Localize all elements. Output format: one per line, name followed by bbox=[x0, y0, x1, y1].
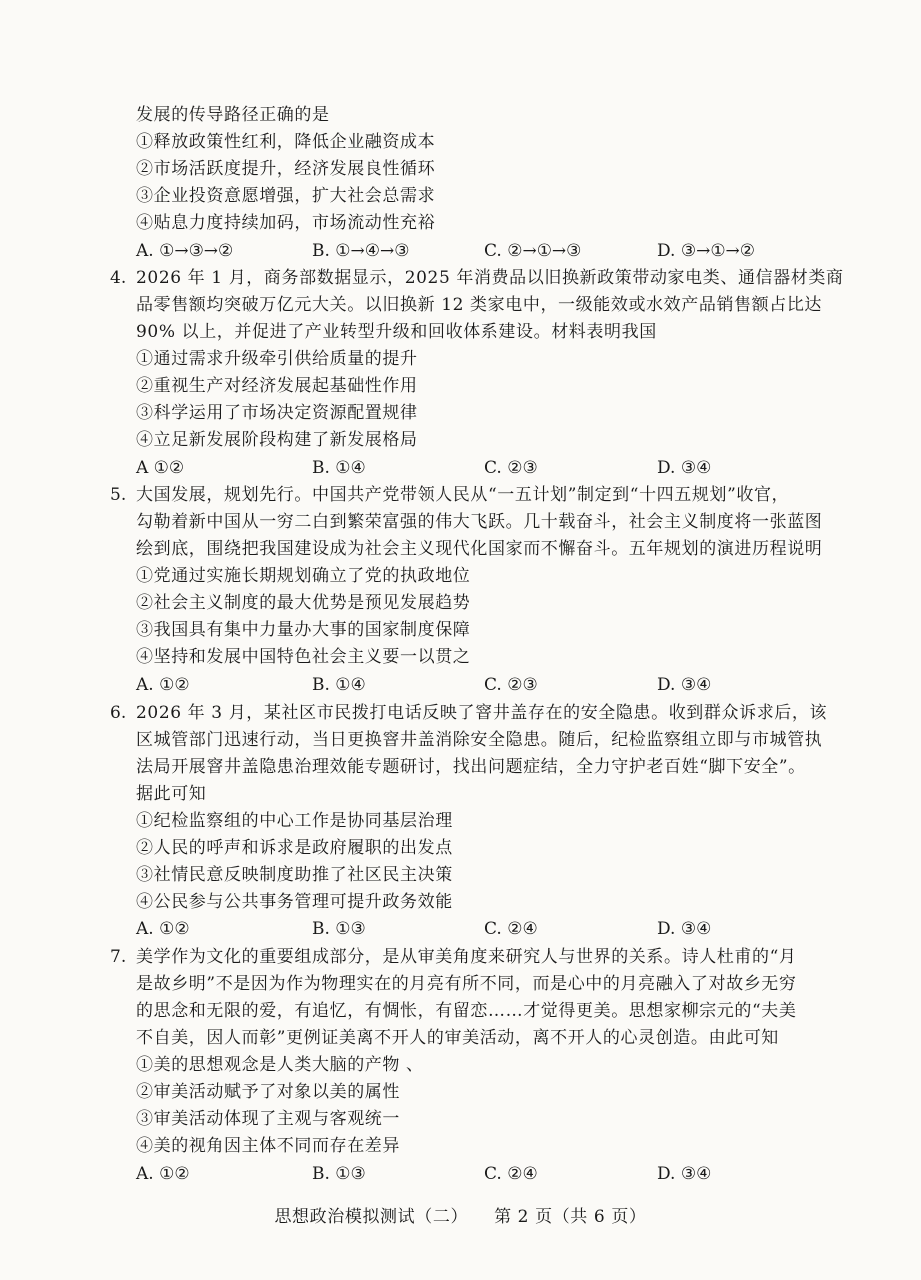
q5-statement-3: ③我国具有集中力量办大事的国家制度保障 bbox=[136, 620, 471, 640]
q5-option-a: A. ①② bbox=[136, 675, 190, 695]
q4-number: 4. bbox=[110, 268, 127, 288]
q3-stem-tail: 发展的传导路径正确的是 bbox=[136, 105, 330, 125]
q5-option-d: D. ③④ bbox=[657, 675, 712, 695]
q5-statement-4: ④坚持和发展中国特色社会主义要一以贯之 bbox=[136, 647, 471, 667]
q3-statement-1: ①释放政策性红利，降低企业融资成本 bbox=[136, 132, 436, 152]
footer-page-number: 第 2 页（共 6 页） bbox=[494, 1207, 647, 1227]
q7-stem-line-2: 是故乡明”不是因为作为物理实在的月亮有所不同，而是心中的月亮融入了对故乡无穷 bbox=[136, 974, 797, 994]
q6-stem-line-2: 区城管部门迅速行动，当日更换窨井盖消除安全隐患。随后，纪检监察组立即与市城管执 bbox=[136, 730, 823, 750]
q7-option-a: A. ①② bbox=[136, 1164, 190, 1184]
q5-option-c: C. ②③ bbox=[484, 675, 538, 695]
q4-stem-line-2: 品零售额均突破万亿元大关。以旧换新 12 类家电中，一级能效或水效产品销售额占比达 bbox=[136, 295, 823, 315]
q7-option-d: D. ③④ bbox=[657, 1164, 712, 1184]
q7-statement-3: ③审美活动体现了主观与客观统一 bbox=[136, 1109, 400, 1129]
q5-stem-line-2: 勾勒着新中国从一穷二白到繁荣富强的伟大飞跃。几十载奋斗，社会主义制度将一张蓝图 bbox=[136, 512, 823, 532]
q3-option-d: D. ③→①→② bbox=[657, 241, 756, 261]
q4-statement-3: ③科学运用了市场决定资源配置规律 bbox=[136, 403, 418, 423]
q5-statement-2: ②社会主义制度的最大优势是预见发展趋势 bbox=[136, 593, 471, 613]
q6-option-a: A. ①② bbox=[136, 919, 190, 939]
q4-option-c: C. ②③ bbox=[484, 458, 538, 478]
q3-statement-2: ②市场活跃度提升，经济发展良性循环 bbox=[136, 159, 436, 179]
q7-stem-line-1: 美学作为文化的重要组成部分，是从审美角度来研究人与世界的关系。诗人杜甫的“月 bbox=[136, 947, 797, 967]
q7-statement-2: ②审美活动赋予了对象以美的属性 bbox=[136, 1082, 400, 1102]
q6-stem-line-1: 2026 年 3 月，某社区市民拨打电话反映了窨井盖存在的安全隐患。收到群众诉求后，该 bbox=[136, 703, 828, 723]
q6-option-b: B. ①③ bbox=[312, 919, 366, 939]
q4-option-d: D. ③④ bbox=[657, 458, 712, 478]
q6-number: 6. bbox=[110, 703, 127, 723]
footer-exam-title: 思想政治模拟测试（二） bbox=[274, 1207, 469, 1227]
q4-option-a: A ①② bbox=[136, 458, 185, 478]
page-footer bbox=[0, 1205, 921, 1229]
q3-statement-4: ④贴息力度持续加码，市场流动性充裕 bbox=[136, 213, 436, 233]
q7-stem-line-3: 的思念和无限的爱，有追忆，有惆怅，有留恋……才觉得更美。思想家柳宗元的“夫美 bbox=[136, 1001, 797, 1021]
q3-option-a: A. ①→③→② bbox=[136, 241, 234, 261]
q4-statement-1: ①通过需求升级牵引供给质量的提升 bbox=[136, 349, 418, 369]
q4-statement-2: ②重视生产对经济发展起基础性作用 bbox=[136, 376, 418, 396]
q3-statement-3: ③企业投资意愿增强，扩大社会总需求 bbox=[136, 186, 436, 206]
q3-option-c: C. ②→①→③ bbox=[484, 241, 582, 261]
q7-stem-line-4: 不自美，因人而彰”更例证美离不开人的审美活动，离不开人的心灵创造。由此可知 bbox=[136, 1028, 779, 1048]
q5-option-b: B. ①④ bbox=[312, 675, 366, 695]
q6-stem-line-3: 法局开展窨井盖隐患治理效能专题研讨，找出问题症结，全力守护老百姓“脚下安全”。 bbox=[136, 757, 806, 777]
q5-stem-line-3: 绘到底，围绕把我国建设成为社会主义现代化国家而不懈奋斗。五年规划的演进历程说明 bbox=[136, 539, 823, 559]
q6-statement-3: ③社情民意反映制度助推了社区民主决策 bbox=[136, 865, 453, 885]
q6-stem-line-4: 据此可知 bbox=[136, 784, 207, 804]
q7-option-b: B. ①③ bbox=[312, 1164, 366, 1184]
q7-number: 7. bbox=[110, 947, 127, 967]
q4-stem-line-1: 2026 年 1 月，商务部数据显示，2025 年消费品以旧换新政策带动家电类、通信器材类商 bbox=[136, 268, 844, 288]
q7-statement-1: ①美的思想观念是人类大脑的产物 、 bbox=[136, 1055, 424, 1075]
q5-number: 5. bbox=[110, 485, 127, 505]
q6-option-c: C. ②④ bbox=[484, 919, 538, 939]
q6-statement-2: ②人民的呼声和诉求是政府履职的出发点 bbox=[136, 838, 453, 858]
q7-statement-4: ④美的视角因主体不同而存在差异 bbox=[136, 1136, 400, 1156]
q4-option-b: B. ①④ bbox=[312, 458, 366, 478]
q5-stem-line-1: 大国发展，规划先行。中国共产党带领人民从“一五计划”制定到“十四五规划”收官， bbox=[136, 485, 790, 505]
q3-option-b: B. ①→④→③ bbox=[312, 241, 410, 261]
q4-stem-line-3: 90% 以上，并促进了产业转型升级和回收体系建设。材料表明我国 bbox=[136, 322, 657, 342]
q6-statement-4: ④公民参与公共事务管理可提升政务效能 bbox=[136, 892, 453, 912]
q6-statement-1: ①纪检监察组的中心工作是协同基层治理 bbox=[136, 811, 453, 831]
q5-statement-1: ①党通过实施长期规划确立了党的执政地位 bbox=[136, 566, 471, 586]
q4-statement-4: ④立足新发展阶段构建了新发展格局 bbox=[136, 430, 418, 450]
q6-option-d: D. ③④ bbox=[657, 919, 712, 939]
q7-option-c: C. ②④ bbox=[484, 1164, 538, 1184]
